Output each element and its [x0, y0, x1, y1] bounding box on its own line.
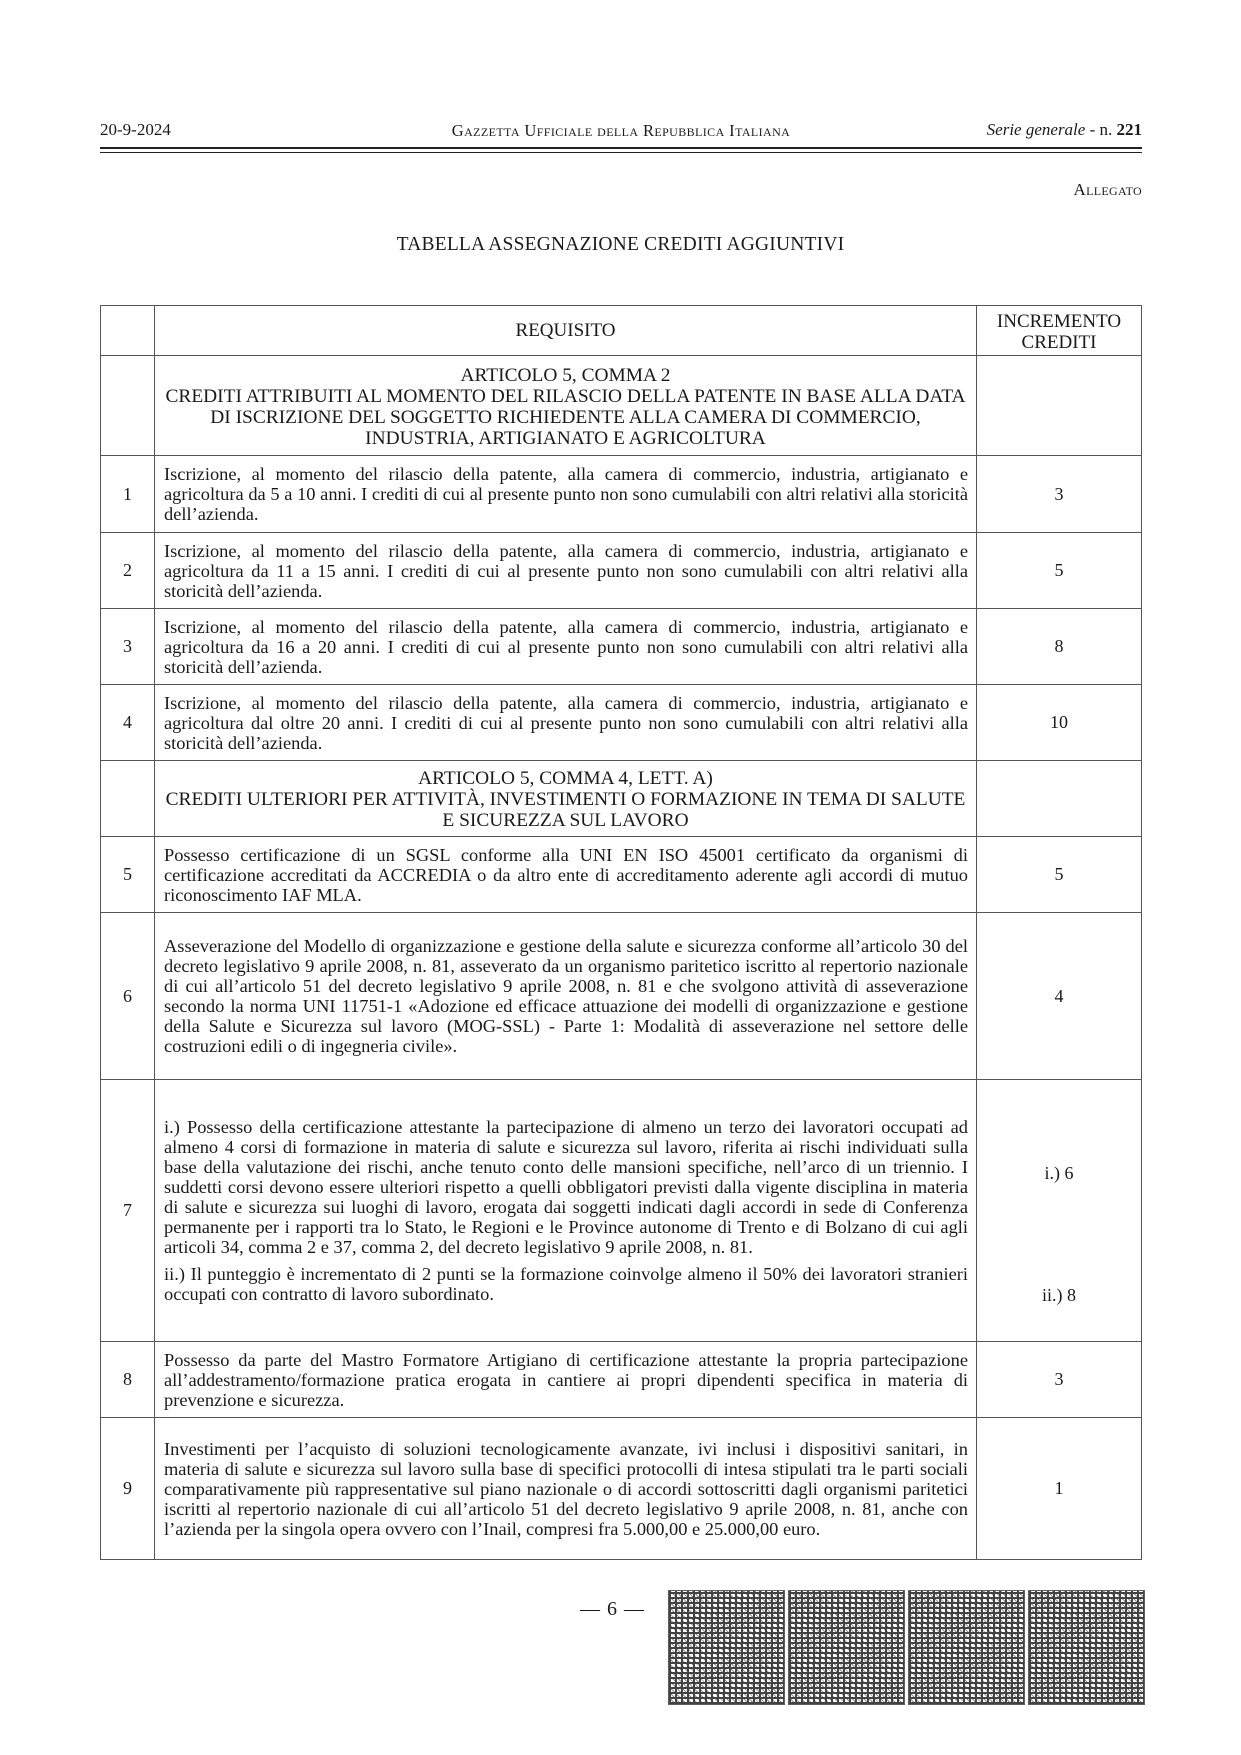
header-rule-thick [100, 147, 1142, 149]
row-number: 3 [101, 609, 155, 685]
row-number: 7 [101, 1080, 155, 1342]
header-num-cell [101, 306, 155, 356]
page-footer [0, 1590, 1241, 1705]
row-credits-i: i.) 6 [1044, 1163, 1074, 1183]
row-credits: 1 [977, 1418, 1142, 1560]
section-heading [155, 356, 977, 456]
section-article: ARTICOLO 5, COMMA 2 [460, 364, 671, 386]
row-requirement-part-ii: ii.) Il punteggio è incrementato di 2 punti se la formazione coinvolge almeno il 50% dei lavoratori stranieri occupati con contratto di lavoro subordinato. [164, 1264, 968, 1304]
qr-code-icon [668, 1590, 785, 1705]
row-requirement [155, 1080, 977, 1342]
table-row [101, 1080, 1142, 1342]
row-requirement: Possesso da parte del Mastro Formatore Artigiano di certificazione attestante la propria partecipazione all’addestramento/formazione pratica erogata in cantiere ai propri dipendenti specifica in materia di prevenzione e sicurezza. [155, 1342, 977, 1418]
section-article: ARTICOLO 5, COMMA 4, LETT. A) [418, 768, 713, 789]
series-label: Serie generale [986, 120, 1086, 139]
row-requirement: Iscrizione, al momento del rilascio della patente, alla camera di commercio, industria, artigianato e agricoltura da 5 a 10 anni. I crediti di cui al presente punto non sono cumulabili con altri relativi alla storicità dell’azienda. [155, 456, 977, 533]
row-requirement: Investimenti per l’acquisto di soluzioni tecnologicamente avanzate, ivi inclusi i dispositivi sanitari, in materia di salute e sicurezza sul lavoro sulla base di specifici protocolli di intesa stipulati tra le parti sociali comparativamente più rappresentative sul piano nazionale o di accordi sottoscritti dagli organismi paritetici iscritti al repertorio nazionale di cui all’articolo 51 del decreto legislativo 9 aprile 2008, n. 81, anche con l’azienda per la singola opera ovvero con l’Inail, compresi fra 5.000,00 e 25.000,00 euro. [155, 1418, 977, 1560]
section-row [101, 356, 1142, 456]
table-header-row [101, 306, 1142, 356]
row-requirement-part-i: i.) Possesso della certificazione attestante la partecipazione di almeno un terzo dei lavoratori occupati ad almeno 4 corsi di formazione in materia di salute e sicurezza sul lavoro, riferita ai rischi individuati sulla base della valutazione dei rischi, anche tenuto conto delle mansioni specifiche, nell’arco di un triennio. I suddetti corsi devono essere ulteriori rispetto a quelli obbligatori previsti dalla vigente disciplina in materia di salute e sicurezza sui luoghi di lavoro, erogata dai soggetti indicati dagli accordi in sede di Conferenza permanente per i rapporti tra lo Stato, le Regioni e le Province autonome di Trento e di Bolzano di cui agli articoli 34, comma 2 e 37, comma 2, del decreto legislativo 9 aprile 2008, n. 81. [164, 1117, 968, 1257]
row-requirement: Iscrizione, al momento del rilascio della patente, alla camera di commercio, industria, artigianato e agricoltura da 16 a 20 anni. I crediti di cui al presente punto non sono cumulabili con altri relativi alla storicità dell’azienda. [155, 609, 977, 685]
row-credits: 5 [977, 533, 1142, 609]
header-date: 20-9-2024 [100, 120, 171, 139]
table-row [101, 837, 1142, 913]
row-credits: 5 [977, 837, 1142, 913]
document-title: TABELLA ASSEGNAZIONE CREDITI AGGIUNTIVI [396, 234, 845, 255]
table-row [101, 609, 1142, 685]
row-number: 5 [101, 837, 155, 913]
qr-code-icon [1028, 1590, 1145, 1705]
row-number: 4 [101, 685, 155, 761]
row-credits: 8 [977, 609, 1142, 685]
row-number: 6 [101, 913, 155, 1080]
allegato-label: Allegato [1073, 180, 1142, 199]
table-row [101, 913, 1142, 1080]
row-number: 9 [101, 1418, 155, 1560]
table-row [101, 456, 1142, 533]
header-rule-thin [100, 152, 1142, 153]
series-number: 221 [1116, 120, 1142, 139]
header-publication: Gazzetta Ufficiale della Repubblica Italiana [451, 121, 791, 140]
header-series [987, 120, 1142, 140]
header-requisito: REQUISITO [155, 306, 977, 356]
row-credits: 4 [977, 913, 1142, 1080]
row-requirement: Asseverazione del Modello di organizzazione e gestione della salute e sicurezza conforme all’articolo 30 del decreto legislativo 9 aprile 2008, n. 81, asseverato da un organismo paritetico iscritto al repertorio nazionale di cui all’articolo 51 del decreto legislativo 9 aprile 2008, n. 81 e che svolgono attività di asseverazione secondo la norma UNI 11751-1 «Adozione ed efficace attuazione dei modelli di organizzazione e gestione della Salute e Sicurezza sul lavoro (MOG-SSL) - Parte 1: Modalità di asseverazione nel settore delle costruzioni edili o di ingegneria civile». [155, 913, 977, 1080]
row-requirement: Iscrizione, al momento del rilascio della patente, alla camera di commercio, industria, artigianato e agricoltura da 11 a 15 anni. I crediti di cui al presente punto non sono cumulabili con altri relativi alla storicità dell’azienda. [155, 533, 977, 609]
qr-code-icon [908, 1590, 1025, 1705]
table-row [101, 1418, 1142, 1560]
header-incremento: INCREMENTO CREDITI [977, 306, 1142, 356]
row-credits: 10 [977, 685, 1142, 761]
qr-code-icon [788, 1590, 905, 1705]
row-credits: 3 [977, 456, 1142, 533]
row-number: 2 [101, 533, 155, 609]
section-heading [155, 761, 977, 837]
credits-table [100, 305, 1142, 1560]
row-number: 8 [101, 1342, 155, 1418]
section-description: CREDITI ATTRIBUITI AL MOMENTO DEL RILASCIO DELLA PATENTE IN BASE ALLA DATA DI ISCRIZIONE DEL SOGGETTO RICHIEDENTE ALLA CAMERA DI COMMERCIO, INDUSTRIA, ARTIGIANATO E AGRICOLTURA [165, 385, 966, 449]
row-credits: 3 [977, 1342, 1142, 1418]
page-number: — 6 — [580, 1598, 645, 1620]
page-header [100, 120, 1142, 142]
table-row [101, 1342, 1142, 1418]
section-row [101, 761, 1142, 837]
row-credits-ii: ii.) 8 [1042, 1285, 1076, 1305]
table-row [101, 533, 1142, 609]
row-requirement: Possesso certificazione di un SGSL conforme alla UNI EN ISO 45001 certificato da organismi di certificazione accreditati da ACCREDIA o da altro ente di accreditamento aderente agli accordi di mutuo riconoscimento IAF MLA. [155, 837, 977, 913]
series-sep: - n. [1085, 120, 1117, 139]
table-row [101, 685, 1142, 761]
row-number: 1 [101, 456, 155, 533]
section-description: CREDITI ULTERIORI PER ATTIVITÀ, INVESTIMENTI O FORMAZIONE IN TEMA DI SALUTE E SICUREZZA SUL LAVORO [165, 789, 966, 831]
row-credits [977, 1080, 1142, 1342]
row-requirement: Iscrizione, al momento del rilascio della patente, alla camera di commercio, industria, artigianato e agricoltura dal oltre 20 anni. I crediti di cui al presente punto non sono cumulabili con altri relativi alla storicità dell’azienda. [155, 685, 977, 761]
